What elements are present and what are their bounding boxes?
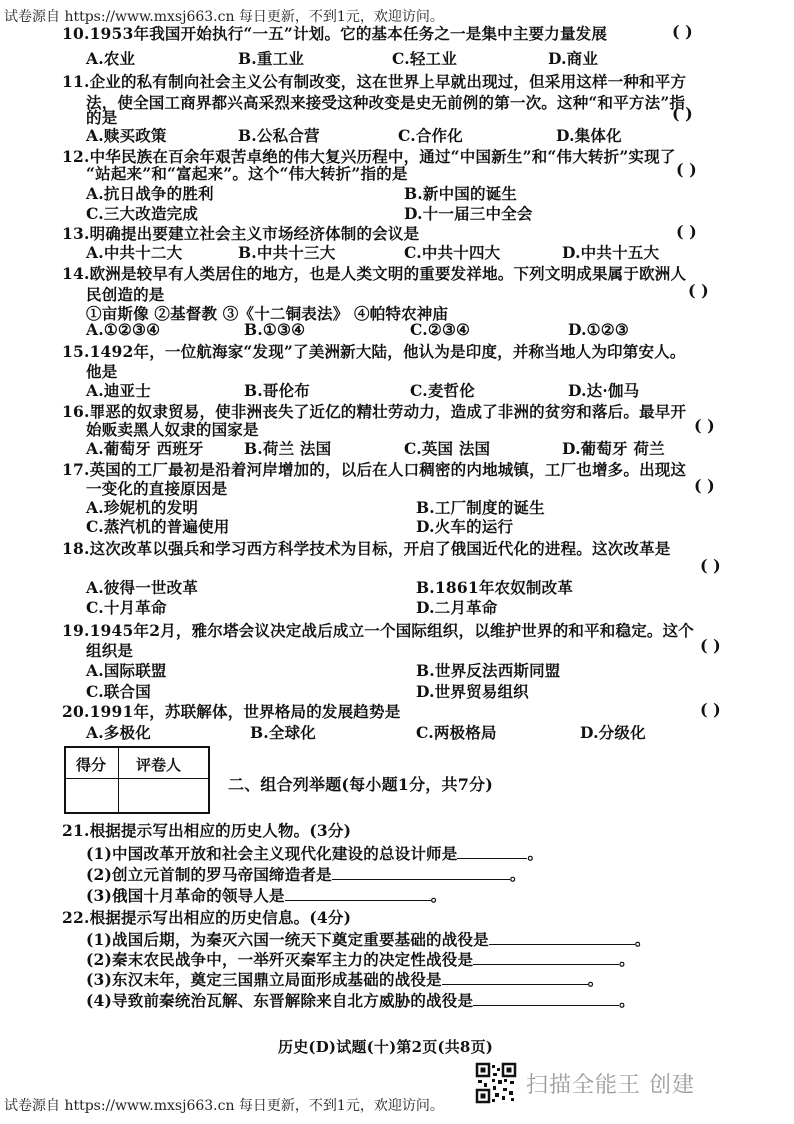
q14-option-a: A.①②③④: [86, 320, 161, 339]
q10-option-a: A.农业: [86, 49, 136, 68]
question-11-stem-line1: 11.企业的私有制向社会主义公有制改变，这在世界上早就出现过，但采用这样一种和平方: [62, 72, 687, 91]
end-mark: 。: [619, 950, 635, 969]
q10-option-c: C.轻工业: [392, 49, 457, 68]
q12-option-a: A.抗日战争的胜利: [86, 184, 214, 203]
scanner-watermark: 扫描全能王 创建: [526, 1073, 695, 1098]
source-footer: 试卷源自 https://www.mxsj663.cn 每日更新，不到1元，欢迎访问。: [4, 1098, 444, 1114]
answer-paren-14[interactable]: ( ): [688, 281, 709, 300]
q18-option-b: B.1861年农奴制改革: [416, 578, 574, 597]
q22-item-1: [86, 928, 651, 950]
score-label: 得分: [76, 756, 107, 774]
q21-blank-1[interactable]: [457, 844, 527, 859]
q14-option-c: C.②③④: [410, 320, 471, 339]
q22-item-3: [86, 968, 603, 990]
q13-option-d: D.中共十五大: [562, 243, 660, 262]
answer-paren-19[interactable]: ( ): [700, 636, 721, 655]
score-table-row-divider: [66, 778, 208, 779]
q22-item-1-text: (1)战国后期，为秦灭六国一统天下奠定重要基础的战役是: [86, 930, 489, 949]
score-table-divider: [118, 748, 119, 812]
question-12-stem-line2: “站起来”和“富起来”。这个“伟大转折”指的是: [86, 164, 408, 183]
source-header: 试卷源自 https://www.mxsj663.cn 每日更新，不到1元，欢迎访问。: [4, 9, 444, 25]
question-11-stem-line2: 法，使全国工商界都兴高采烈来接受这种改变是史无前例的第一次。这种“和平方法”指: [86, 93, 686, 112]
q22-item-4-text: (4)导致前秦统治瓦解、东晋解除来自北方威胁的战役是: [86, 991, 474, 1010]
q22-item-3-text: (3)东汉末年，奠定三国鼎立局面形成基础的战役是: [86, 970, 442, 989]
answer-paren-11[interactable]: ( ): [672, 104, 693, 123]
q13-option-b: B.中共十三大: [238, 243, 336, 262]
q21-blank-3[interactable]: [285, 886, 431, 901]
q10-option-d: D.商业: [548, 49, 599, 68]
q16-option-c: C.英国 法国: [404, 439, 491, 458]
q21-item-1: [86, 842, 543, 864]
score-table: [64, 746, 210, 814]
end-mark: 。: [587, 970, 604, 989]
q17-option-a: A.珍妮机的发明: [86, 498, 199, 517]
question-13-stem: 13.明确提出要建立社会主义市场经济体制的会议是: [62, 224, 420, 243]
end-mark: 。: [634, 930, 651, 949]
question-14-items: ①亩斯像 ②基督教 ③《十二铜表法》 ④帕特农神庙: [86, 304, 449, 323]
answer-paren-17[interactable]: ( ): [694, 476, 715, 495]
q11-option-c: C.合作化: [398, 126, 463, 145]
q20-option-a: A.多极化: [86, 723, 151, 742]
q11-option-a: A.赎买政策: [86, 126, 167, 145]
question-17-stem-line2: 一变化的直接原因是: [86, 479, 228, 498]
q19-option-c: C.联合国: [86, 682, 151, 701]
end-mark: 。: [430, 886, 447, 905]
q17-option-b: B.工厂制度的诞生: [416, 498, 545, 517]
question-10-stem: 10.1953年我国开始执行“一五”计划。它的基本任务之一是集中主要力量发展: [62, 24, 608, 43]
q21-item-3-text: (3)俄国十月革命的领导人是: [86, 886, 285, 905]
end-mark: 。: [509, 865, 526, 884]
grader-label: 评卷人: [136, 756, 182, 774]
question-19-stem-line2: 组织是: [86, 641, 134, 660]
q18-option-c: C.十月革命: [86, 598, 167, 617]
page-footer: 历史(D)试题(十)第2页(共8页): [278, 1038, 494, 1056]
q11-option-b: B.公私合营: [238, 126, 320, 145]
q21-item-2-text: (2)创立元首制的罗马帝国缔造者是: [86, 865, 332, 884]
q20-option-d: D.分级化: [580, 723, 646, 742]
q16-option-a: A.葡萄牙 西班牙: [86, 439, 204, 458]
q18-option-d: D.二月革命: [416, 598, 498, 617]
q22-blank-4[interactable]: [473, 991, 619, 1006]
question-22-stem: 22.根据提示写出相应的历史信息。(4分): [62, 908, 352, 927]
question-16-stem-line1: 16.罪恶的奴隶贸易，使非洲丧失了近亿的精壮劳动力，造成了非洲的贫穷和落后。最早开: [62, 402, 687, 421]
q21-item-2: [86, 863, 526, 885]
q19-option-b: B.世界反法西斯同盟: [416, 661, 561, 680]
q15-option-b: B.哥伦布: [244, 381, 310, 400]
q12-option-b: B.新中国的诞生: [404, 184, 518, 203]
q22-item-2: [86, 948, 635, 970]
answer-paren-16[interactable]: ( ): [694, 416, 715, 435]
q12-option-d: D.十一届三中全会: [404, 204, 533, 223]
q21-item-3: [86, 884, 446, 906]
q13-option-c: C.中共十四大: [404, 243, 501, 262]
q16-option-b: B.荷兰 法国: [244, 439, 332, 458]
question-14-stem-line1: 14.欧洲是较早有人类居住的地方，也是人类文明的重要发祥地。下列文明成果属于欧洲人: [62, 264, 687, 283]
question-11-stem-line3: 的是: [86, 108, 118, 127]
question-15-stem-line1: 15.1492年，一位航海家“发现”了美洲新大陆，他认为是印度，并称当地人为印第安人。: [62, 342, 686, 361]
question-18-stem: 18.这次改革以强兵和学习西方科学技术为目标，开启了俄国近代化的进程。这次改革是: [62, 539, 671, 558]
answer-paren-18[interactable]: ( ): [700, 556, 721, 575]
q20-option-c: C.两极格局: [416, 723, 497, 742]
q10-option-b: B.重工业: [238, 49, 304, 68]
end-mark: 。: [527, 844, 544, 863]
q15-option-a: A.迪亚士: [86, 381, 151, 400]
question-21-stem: 21.根据提示写出相应的历史人物。(3分): [62, 821, 352, 840]
question-14-stem-line2: 民创造的是: [86, 285, 165, 304]
end-mark: 。: [619, 991, 635, 1010]
q17-option-d: D.火车的运行: [416, 517, 514, 536]
q17-option-c: C.蒸汽机的普遍使用: [86, 517, 230, 536]
section-2-title: 二、组合列举题(每小题1分，共7分): [228, 775, 494, 794]
q22-item-2-text: (2)秦末农民战争中，一举歼灭秦军主力的决定性战役是: [86, 950, 474, 969]
q11-option-d: D.集体化: [556, 126, 622, 145]
answer-paren-10[interactable]: ( ): [672, 22, 693, 41]
question-15-stem-line2: 他是: [86, 362, 118, 381]
question-17-stem-line1: 17.英国的工厂最初是沿着河岸增加的，以后在人口稠密的内地城镇，工厂也增多。出现这: [62, 460, 687, 479]
q22-blank-2[interactable]: [473, 950, 619, 965]
grader-cell[interactable]: [122, 781, 208, 812]
answer-paren-12[interactable]: ( ): [676, 160, 697, 179]
qr-code-icon: [475, 1062, 517, 1104]
q12-option-c: C.三大改造完成: [86, 204, 199, 223]
q22-blank-1[interactable]: [489, 930, 635, 945]
q20-option-b: B.全球化: [250, 723, 316, 742]
score-cell[interactable]: [68, 781, 116, 812]
q21-blank-2[interactable]: [332, 865, 510, 880]
answer-paren-20[interactable]: ( ): [700, 700, 721, 719]
q22-item-4: [86, 989, 635, 1011]
q19-option-a: A.国际联盟: [86, 661, 167, 680]
q14-option-b: B.①③④: [244, 320, 306, 339]
question-16-stem-line2: 始贩卖黑人奴隶的国家是: [86, 420, 259, 439]
answer-paren-13[interactable]: ( ): [676, 222, 697, 241]
q15-option-d: D.达·伽马: [568, 381, 640, 400]
q14-option-d: D.①②③: [568, 320, 629, 339]
q19-option-d: D.世界贸易组织: [416, 682, 529, 701]
q18-option-a: A.彼得一世改革: [86, 578, 199, 597]
question-20-stem: 20.1991年，苏联解体，世界格局的发展趋势是: [62, 702, 401, 721]
q15-option-c: C.麦哲伦: [410, 381, 475, 400]
q13-option-a: A.中共十二大: [86, 243, 183, 262]
question-12-stem-line1: 12.中华民族在百余年艰苦卓绝的伟大复兴历程中，通过“中国新生”和“伟大转折”实现了: [62, 147, 676, 166]
q16-option-d: D.葡萄牙 荷兰: [562, 439, 665, 458]
question-19-stem-line1: 19.1945年2月，雅尔塔会议决定战后成立一个国际组织，以维护世界的和平和稳定。这个: [62, 621, 694, 640]
q21-item-1-text: (1)中国改革开放和社会主义现代化建设的总设计师是: [86, 844, 458, 863]
q22-blank-3[interactable]: [442, 970, 588, 985]
